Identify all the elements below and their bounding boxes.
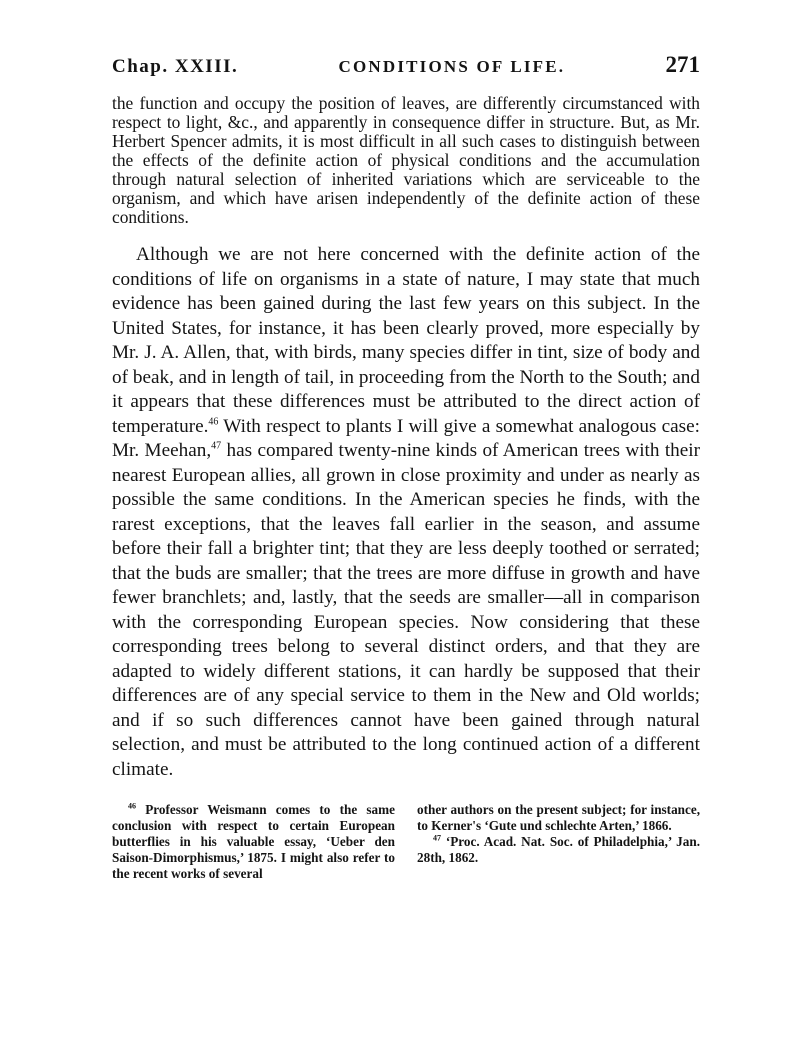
footnote-47-mark: 47 [433,833,441,843]
footnote-47-text: ‘Proc. Acad. Nat. Soc. of Philadelphia,’ Jan. 28th, 1862. [417,834,700,865]
body-text-part2: With respect to plants I will give a somewhat analogous case: Mr. Meehan, [112,415,700,461]
continued-paragraph: the function and occupy the position of leaves, are differently circumstanced with respect to light, &c., and apparently in consequence differ in structure. But, as Mr. Herbert Spencer admits, it is most difficult in all such cases to distinguish between the effects of the definite action of physical conditions and the accumulation through natural selection of inherited variations which are serviceable to the organism, and which have arisen independently of the definite action of these conditions. [112,93,700,227]
footnote-ref-47[interactable]: 47 [211,440,222,452]
footnote-47 [417,834,700,866]
body-text-part3: has compared twenty-nine kinds of American trees with their nearest European allies, all grown in close proximity and under as nearly as possible the same conditions. In the American species he finds, with the rarest exceptions, that the leaves fall earlier in the season, and assume before their fall a brighter tint; that they are less deeply toothed or serrated; that the buds are smaller; that the trees are more diffuse in growth and have fewer branchlets; and, lastly, that the seeds are smaller—all in comparison with the corresponding European species. Now considering that these corresponding trees belong to several distinct orders, and that they are adapted to widely different stations, it can hardly be supposed that their differences are of any special service to them in the New and Old worlds; and if so such differences cannot have been gained through natural selection, and must be attributed to the long continued action of a different climate. [112,440,700,780]
footnote-46-text: Professor Weismann comes to the same conclusion with respect to certain European butterflies in his valuable essay, ‘Ueber den Saison-Dimorphismus,’ 1875. I might also refer to the recent works of several [112,802,395,881]
footnote-46-mark: 46 [128,801,136,811]
footnote-column-left [112,802,395,882]
footnote-column-right [417,802,700,882]
footnote-46 [112,802,395,882]
running-header [112,52,700,88]
footnote-ref-46[interactable]: 46 [208,416,219,428]
body-paragraph [112,243,700,782]
running-title: CONDITIONS OF LIFE. [338,57,566,76]
footnote-46-continued: other authors on the present subject; for instance, to Kerner's ‘Gute und schlechte Arten,’ 1866. [417,802,700,833]
chapter-label: Chap. XXIII. [112,56,239,77]
body-text-part1: Although we are not here concerned with the definite action of the conditions of life on organisms in a state of nature, I may state that much evidence has been gained during the last few years on this subject. In the United States, for instance, it has been clearly proved, more especially by Mr. J. A. Allen, that, with birds, many species differ in tint, size of body and of beak, and in length of tail, in proceeding from the North to the South; and it appears that these differences must be attributed to the direct action of temperature. [112,244,700,437]
footnotes [112,802,700,882]
page-number: 271 [665,52,700,77]
